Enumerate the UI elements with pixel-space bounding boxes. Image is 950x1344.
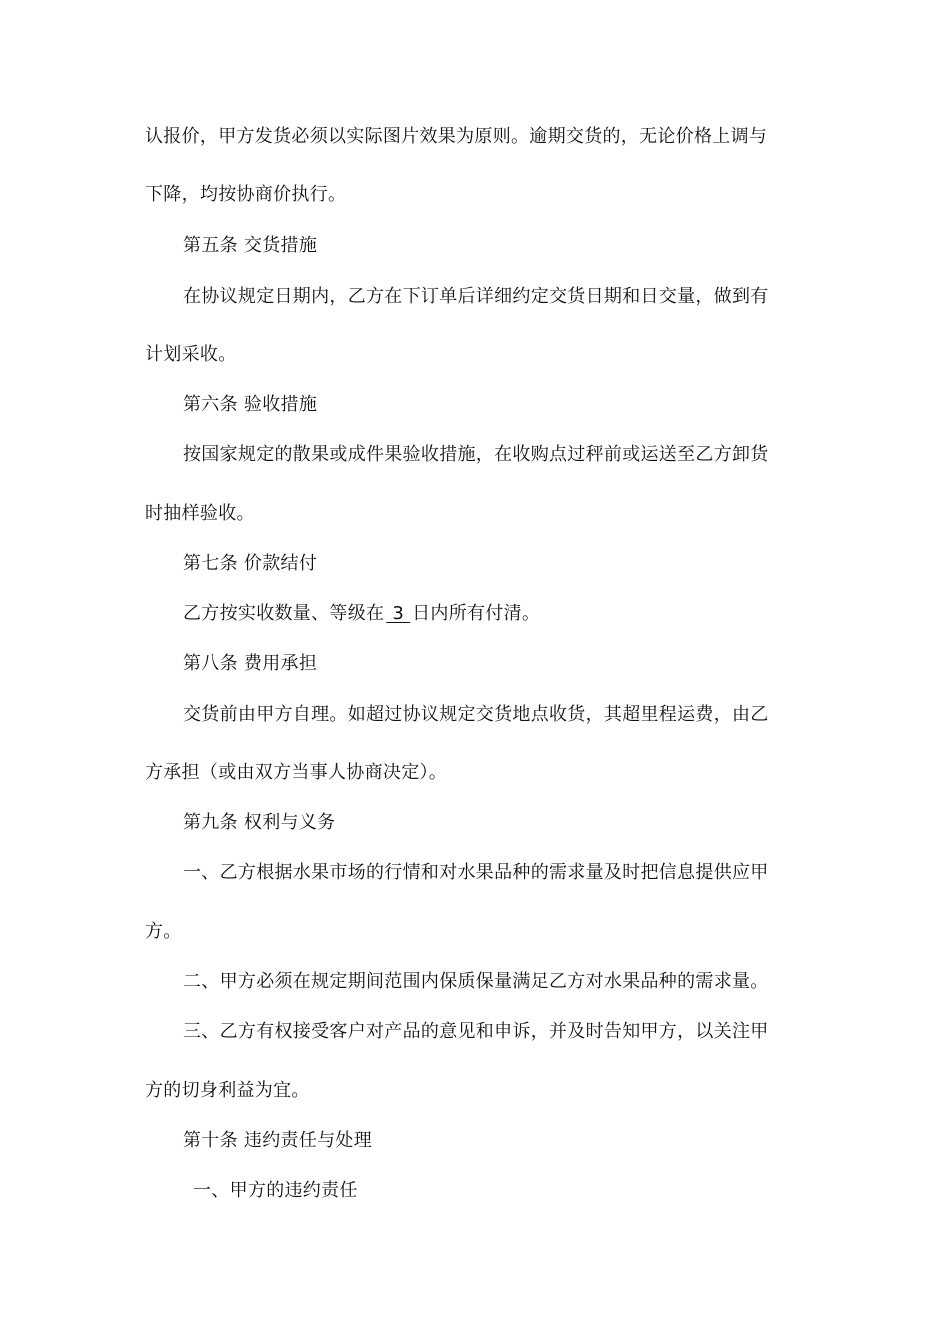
paragraph-line: 在协议规定日期内，乙方在下订单后详细约定交货日期和日交量，做到有 bbox=[183, 286, 769, 307]
paragraph-line: 方承担（或由双方当事人协商决定）。 bbox=[145, 762, 448, 783]
paragraph-line: 一、乙方根据水果市场的行情和对水果品种的需求量及时把信息提供应甲 bbox=[183, 862, 769, 883]
payment-prefix: 乙方按实收数量、等级在 bbox=[183, 603, 385, 624]
paragraph-line: 二、甲方必须在规定期间范围内保质保量满足乙方对水果品种的需求量。 bbox=[183, 971, 769, 992]
payment-suffix: 日内所有付清。 bbox=[412, 603, 541, 624]
subsection-heading: 一、甲方的违约责任 bbox=[193, 1180, 358, 1201]
section-heading-6: 第六条 验收措施 bbox=[183, 394, 318, 415]
paragraph-line: 方。 bbox=[145, 921, 182, 942]
section-heading-7: 第七条 价款结付 bbox=[183, 553, 318, 574]
section-heading-9: 第九条 权利与义务 bbox=[183, 812, 336, 833]
paragraph-line: 交货前由甲方自理。如超过协议规定交货地点收货，其超里程运费，由乙 bbox=[183, 704, 769, 725]
paragraph-line: 时抽样验收。 bbox=[145, 503, 255, 524]
paragraph-line: 计划采收。 bbox=[145, 344, 237, 365]
paragraph-line: 下降，均按协商价执行。 bbox=[145, 184, 347, 205]
paragraph-line: 按国家规定的散果或成件果验收措施，在收购点过秤前或运送至乙方卸货 bbox=[183, 444, 769, 465]
paragraph-line: 方的切身利益为宜。 bbox=[145, 1080, 310, 1101]
payment-days: 3 bbox=[386, 603, 411, 624]
payment-line bbox=[183, 602, 540, 626]
section-heading-5: 第五条 交货措施 bbox=[183, 235, 318, 256]
section-heading-8: 第八条 费用承担 bbox=[183, 653, 318, 674]
section-heading-10: 第十条 违约责任与处理 bbox=[183, 1130, 373, 1151]
paragraph-line: 三、乙方有权接受客户对产品的意见和申诉，并及时告知甲方，以关注甲 bbox=[183, 1021, 769, 1042]
paragraph-line: 认报价，甲方发货必须以实际图片效果为原则。逾期交货的，无论价格上调与 bbox=[145, 126, 768, 147]
